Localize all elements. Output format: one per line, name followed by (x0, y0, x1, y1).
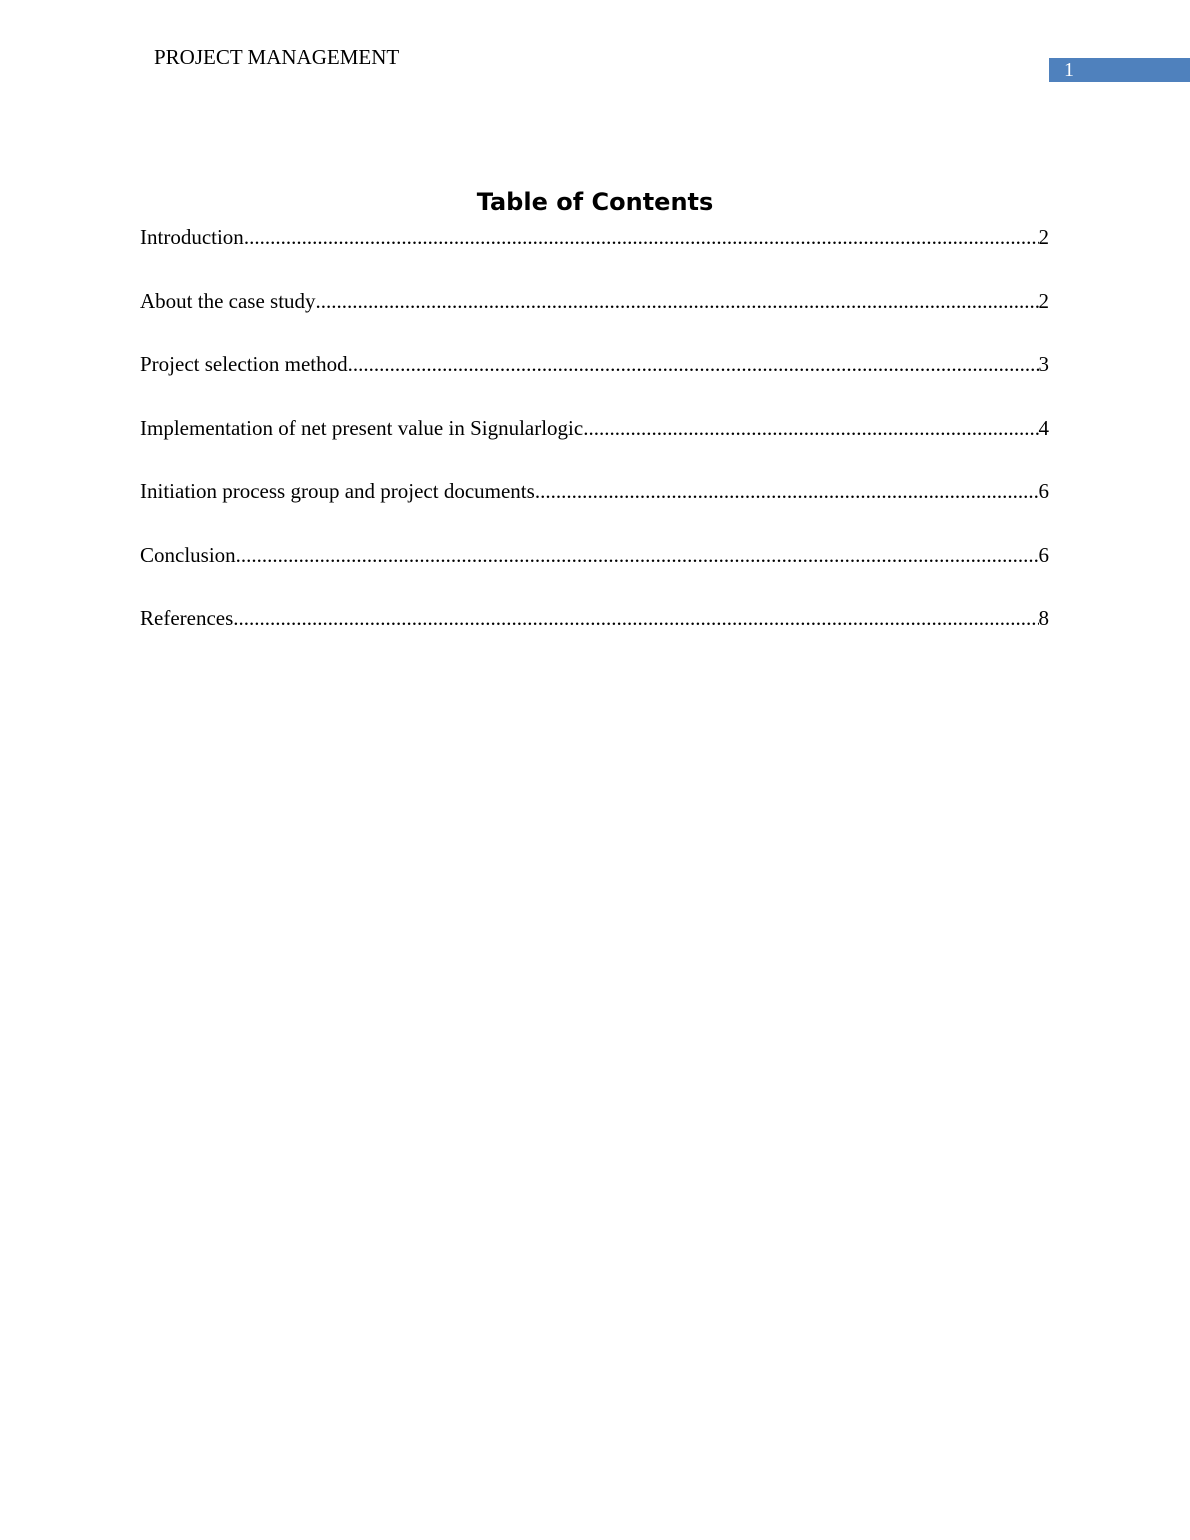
toc-entry-page: 6 (1038, 479, 1049, 503)
toc-entry-page: 2 (1038, 288, 1049, 313)
toc-entry-implementation-of-npv[interactable] (140, 414, 1049, 478)
toc-dot-leader (244, 223, 1039, 251)
toc-entry-page: 4 (1038, 415, 1049, 440)
toc-entry-label: Conclusion (140, 542, 236, 567)
toc-entry-page: 6 (1038, 542, 1049, 567)
toc-entry-project-selection-method[interactable] (140, 350, 1049, 414)
toc-title: Table of Contents (476, 188, 714, 216)
toc-dot-leader (583, 414, 1038, 442)
toc-dot-leader (535, 477, 1039, 505)
page-number-bar (1049, 58, 1190, 82)
toc-entry-introduction[interactable] (140, 223, 1049, 287)
toc-dot-leader (233, 604, 1038, 632)
toc-entry-label: Introduction (140, 225, 244, 249)
toc-list (140, 223, 1049, 668)
toc-dot-leader (316, 287, 1039, 315)
toc-entry-page: 8 (1038, 606, 1049, 630)
toc-entry-initiation-process-group[interactable] (140, 477, 1049, 541)
toc-dot-leader (348, 350, 1039, 378)
toc-entry-page: 2 (1038, 225, 1049, 249)
toc-entry-references[interactable] (140, 604, 1049, 668)
toc-entry-label: Initiation process group and project documents (140, 479, 535, 503)
running-head: PROJECT MANAGEMENT (154, 45, 400, 69)
toc-entry-label: Project selection method (140, 352, 348, 376)
toc-entry-label: About the case study (140, 288, 316, 313)
toc-dot-leader (236, 541, 1039, 569)
toc-entry-about-the-case-study[interactable] (140, 287, 1049, 351)
toc-entry-page: 3 (1038, 352, 1049, 376)
page-number: 1 (1064, 59, 1074, 81)
toc-entry-conclusion[interactable] (140, 541, 1049, 605)
toc-entry-label: References (140, 606, 234, 630)
toc-entry-label: Implementation of net present value in Signularlogic (140, 415, 584, 440)
